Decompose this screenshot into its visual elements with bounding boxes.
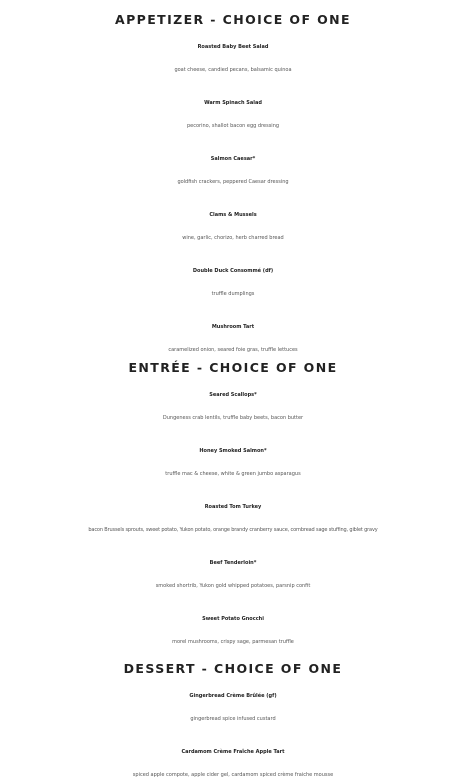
menu-item-description: smoked shortrib, Yukon gold whipped potatoes, parsnip confit <box>155 583 311 589</box>
appetizer-section <box>0 10 466 357</box>
menu-item-description: truffle mac & cheese, white & green jumbo asparagus <box>165 471 301 477</box>
section-title: ENTRÉE - CHOICE OF ONE <box>128 360 338 375</box>
menu-item-name: Roasted Tom Turkey <box>204 504 262 510</box>
menu-item-description: pecorino, shallot bacon egg dressing <box>186 123 280 129</box>
menu-item-description: Dungeness crab lentils, truffle baby beets, bacon butter <box>162 415 304 421</box>
menu-item-name: Mushroom Tart <box>211 324 255 330</box>
menu-item-description: goldfish crackers, peppered Caesar dressing <box>177 179 289 185</box>
menu-item-description: goat cheese, candied pecans, balsamic quinoa <box>174 67 292 73</box>
menu-item-name: Seared Scallops* <box>209 392 257 398</box>
menu-item-name: Clams & Mussels <box>209 212 257 218</box>
menu-item-name: Salmon Caesar* <box>210 156 256 162</box>
dessert-section <box>0 659 466 782</box>
menu-item-description: morel mushrooms, crispy sage, parmesan truffle <box>172 639 294 645</box>
menu-item-description: caramelized onion, seared foie gras, truffle lettuces <box>168 347 298 353</box>
menu-item-description: bacon Brussels sprouts, sweet potato, Yukon potato, orange brandy cranberry sauce, cornbread sage stuffing, giblet gravy <box>88 527 378 533</box>
entree-section <box>0 358 466 649</box>
menu-item-name: Beef Tenderloin* <box>209 560 257 566</box>
menu-item-name: Honey Smoked Salmon* <box>199 448 267 454</box>
menu-item-description: wine, garlic, chorizo, herb charred bread <box>182 235 284 241</box>
menu-item-description: truffle dumplings <box>211 291 255 297</box>
section-title: APPETIZER - CHOICE OF ONE <box>115 12 351 27</box>
menu-item-name: Cardamom Crème Fraîche Apple Tart <box>181 749 285 755</box>
menu-item-name: Sweet Potato Gnocchi <box>202 616 264 622</box>
menu-item-description: gingerbread spice infused custard <box>190 716 276 722</box>
section-title: DESSERT - CHOICE OF ONE <box>123 661 343 676</box>
menu-item-description: spiced apple compote, apple cider gel, cardamom spiced crème fraiche mousse <box>132 772 334 778</box>
menu-item-name: Roasted Baby Beet Salad <box>197 44 269 50</box>
menu-item-name: Gingerbread Crème Brûlée (gf) <box>189 693 277 699</box>
menu-item-name: Warm Spinach Salad <box>204 100 262 106</box>
menu-item-name: Double Duck Consommé (df) <box>192 268 274 274</box>
